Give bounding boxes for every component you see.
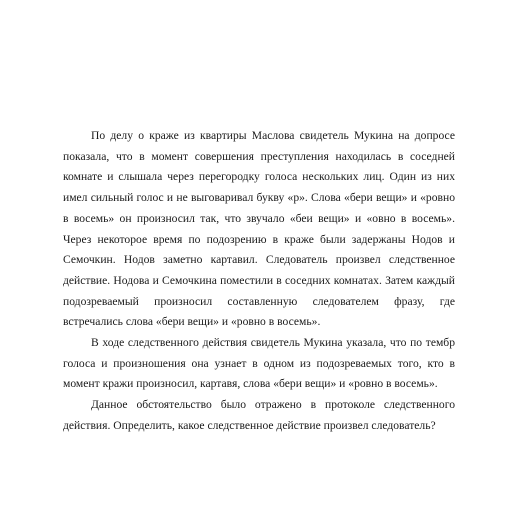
paragraph-case-description: По делу о краже из квартиры Маслова свидетель Мукина на допросе показала, что в момент совершения преступления находилась в соседней комнате и слышала через перегородку голоса нескольких лиц. Один из них имел сильный голос и не выговаривал букву «р». Слова «бери вещи» и «ровно в восемь» он произносил так, что звучало «беи вещи» и «овно в восемь». Через некоторое время по подозрению в краже были задержаны Нодов и Семочкин. Нодов заметно картавил. Следователь произвел следственное действие. Нодова и Семочкина поместили в соседних комнатах. Затем каждый подозреваемый произносил составленную следователем фразу, где встречались слова «бери вещи» и «ровно в восемь».	[63, 129, 455, 329]
document-body	[63, 126, 455, 437]
paragraph-question: Данное обстоятельство было отражено в протоколе следственного действия. Определить, какое следственное действие произвел следователь?	[63, 398, 455, 432]
paragraph-witness-identification: В ходе следственного действия свидетель Мукина указала, что по тембр голоса и произношения она узнает в одном из подозреваемых того, кто в момент кражи произносил, картавя, слова «бери вещи» и «ровно в восемь».	[63, 336, 455, 391]
